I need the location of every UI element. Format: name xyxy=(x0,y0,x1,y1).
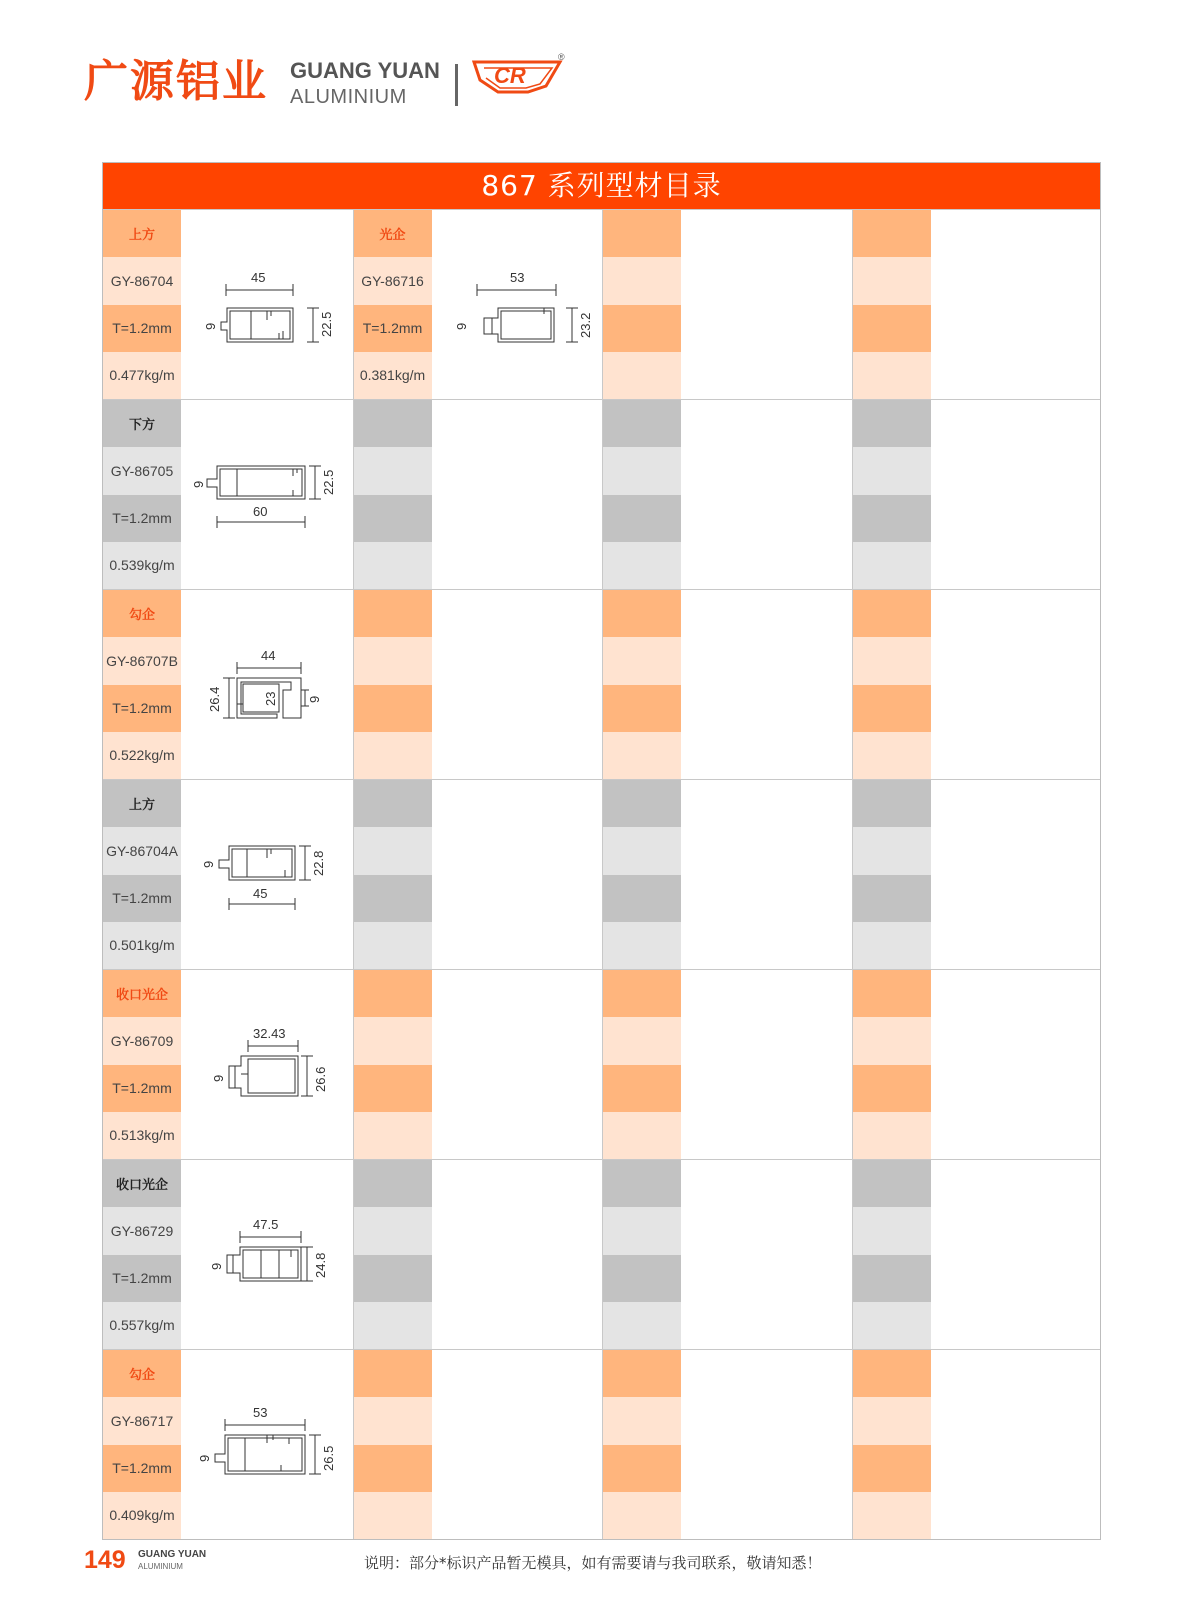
dim-height: 26.6 xyxy=(313,1066,328,1092)
profile-card-empty xyxy=(852,400,1101,589)
brand-name-cn: 广源铝业 xyxy=(84,56,268,107)
profile-drawing xyxy=(181,210,353,399)
profile-code: GY-86716 xyxy=(354,257,432,304)
profile-card-empty xyxy=(602,400,852,589)
profile-drawing xyxy=(181,590,353,779)
dim-width: 60 xyxy=(253,504,268,519)
profile-thickness: T=1.2mm xyxy=(103,1065,181,1112)
footer-brand: GUANG YUAN xyxy=(138,1549,207,1560)
profile-weight: 0.522kg/m xyxy=(103,732,181,779)
dim-width: 45 xyxy=(251,270,266,285)
catalog-row xyxy=(103,209,1100,399)
profile-weight: 0.557kg/m xyxy=(103,1302,181,1349)
profile-weight: 0.539kg/m xyxy=(103,542,181,589)
profile-info xyxy=(103,780,181,969)
dim-inner: 23 xyxy=(263,691,278,706)
profile-drawing xyxy=(181,400,353,589)
dim-height: 22.5 xyxy=(319,311,334,337)
profile-name: 下方 xyxy=(103,400,181,447)
profile-thickness: T=1.2mm xyxy=(103,495,181,542)
profile-weight: 0.477kg/m xyxy=(103,352,181,399)
dim-width: 44 xyxy=(261,648,276,663)
footer-note: 说明：部分*标识产品暂无模具，如有需要请与我司联系，敬请知悉！ xyxy=(364,1554,822,1572)
dim-lip: 9 xyxy=(201,860,216,868)
catalog-row xyxy=(103,779,1100,969)
profile-name: 上方 xyxy=(103,210,181,257)
profile-card xyxy=(103,1350,353,1539)
profile-drawing xyxy=(181,1160,353,1349)
profile-card-empty xyxy=(852,210,1101,399)
profile-card-empty xyxy=(852,590,1101,779)
page-number: 149 xyxy=(84,1546,126,1574)
profile-drawing xyxy=(181,970,353,1159)
dim-height: 24.8 xyxy=(313,1252,328,1278)
profile-card xyxy=(103,970,353,1159)
profile-card-empty xyxy=(602,210,852,399)
dim-lip: 9 xyxy=(203,322,218,330)
profile-drawing xyxy=(432,210,603,399)
catalog-row xyxy=(103,399,1100,589)
profile-thickness: T=1.2mm xyxy=(103,1445,181,1492)
profile-card-empty xyxy=(602,590,852,779)
profile-info xyxy=(103,1350,181,1539)
profile-info xyxy=(354,210,432,399)
profile-card-empty xyxy=(852,780,1101,969)
page-footer xyxy=(84,1542,1104,1582)
profile-thickness: T=1.2mm xyxy=(103,875,181,922)
profile-info xyxy=(103,210,181,399)
profile-card xyxy=(103,210,353,399)
dim-width: 32.43 xyxy=(253,1026,286,1041)
profile-card xyxy=(103,590,353,779)
profile-thickness: T=1.2mm xyxy=(103,305,181,352)
profile-card-empty xyxy=(353,400,603,589)
dim-width: 53 xyxy=(509,270,524,285)
registered-mark: ® xyxy=(558,52,565,62)
profile-card-empty xyxy=(353,970,603,1159)
profile-code: GY-86704A xyxy=(103,827,181,874)
profile-card-empty xyxy=(602,780,852,969)
catalog-title: 867 系列型材目录 xyxy=(103,163,1100,209)
profile-weight: 0.513kg/m xyxy=(103,1112,181,1159)
profile-card-empty xyxy=(852,1160,1101,1349)
profile-code: GY-86729 xyxy=(103,1207,181,1254)
profile-name: 收口光企 xyxy=(103,1160,181,1207)
profile-thickness: T=1.2mm xyxy=(103,1255,181,1302)
profile-name: 光企 xyxy=(354,210,432,257)
profile-name: 上方 xyxy=(103,780,181,827)
profile-card-empty xyxy=(353,1160,603,1349)
profile-code: GY-86709 xyxy=(103,1017,181,1064)
dim-lip: 9 xyxy=(191,480,206,488)
profile-name: 收口光企 xyxy=(103,970,181,1017)
profile-name: 勾企 xyxy=(103,1350,181,1397)
dim-lip: 9 xyxy=(453,322,469,330)
profile-card xyxy=(103,1160,353,1349)
profile-code: GY-86704 xyxy=(103,257,181,304)
dim-width: 47.5 xyxy=(253,1217,279,1232)
dim-lip: 9 xyxy=(209,1262,224,1270)
dim-height: 26.5 xyxy=(321,1445,336,1471)
profile-name: 勾企 xyxy=(103,590,181,637)
profile-card-empty xyxy=(353,780,603,969)
profile-weight: 0.381kg/m xyxy=(354,352,432,399)
footer-brand-sub: ALUMINIUM xyxy=(138,1562,183,1571)
profile-weight: 0.501kg/m xyxy=(103,922,181,969)
profile-thickness: T=1.2mm xyxy=(103,685,181,732)
catalog-row xyxy=(103,589,1100,779)
profile-card-empty xyxy=(852,970,1101,1159)
brand-logo-mark: CR xyxy=(494,63,526,88)
dim-height: 26.4 xyxy=(207,686,222,712)
dim-lip: 9 xyxy=(307,695,322,703)
catalog-row xyxy=(103,1159,1100,1349)
profile-card-empty xyxy=(602,970,852,1159)
brand-separator xyxy=(455,64,458,106)
profile-code: GY-86707B xyxy=(103,637,181,684)
profile-code: GY-86717 xyxy=(103,1397,181,1444)
profile-card-empty xyxy=(353,1350,603,1539)
profile-card-empty xyxy=(852,1350,1101,1539)
dim-height: 22.5 xyxy=(321,469,336,495)
dim-lip: 9 xyxy=(197,1454,212,1462)
dim-width: 45 xyxy=(253,886,268,901)
profile-drawing xyxy=(181,1350,353,1539)
profile-card-empty xyxy=(353,590,603,779)
catalog-row xyxy=(103,1349,1100,1539)
profile-info xyxy=(103,590,181,779)
profile-card xyxy=(103,780,353,969)
catalog-row xyxy=(103,969,1100,1159)
profile-code: GY-86705 xyxy=(103,447,181,494)
profile-info xyxy=(103,1160,181,1349)
profile-drawing xyxy=(181,780,353,969)
profile-info xyxy=(103,970,181,1159)
brand-name-sub: ALUMINIUM xyxy=(290,86,407,108)
profile-thickness: T=1.2mm xyxy=(354,305,432,352)
dim-height: 23.2 xyxy=(577,312,593,338)
profile-catalog xyxy=(102,162,1101,1540)
profile-card xyxy=(353,210,603,399)
profile-card-empty xyxy=(602,1160,852,1349)
dim-height: 22.8 xyxy=(311,850,326,876)
brand-name-en: GUANG YUAN xyxy=(290,58,440,83)
dim-lip: 9 xyxy=(211,1074,226,1082)
profile-card-empty xyxy=(602,1350,852,1539)
dim-width: 53 xyxy=(253,1405,268,1420)
profile-weight: 0.409kg/m xyxy=(103,1492,181,1539)
profile-info xyxy=(103,400,181,589)
brand-logo-icon xyxy=(470,50,570,110)
profile-card xyxy=(103,400,353,589)
